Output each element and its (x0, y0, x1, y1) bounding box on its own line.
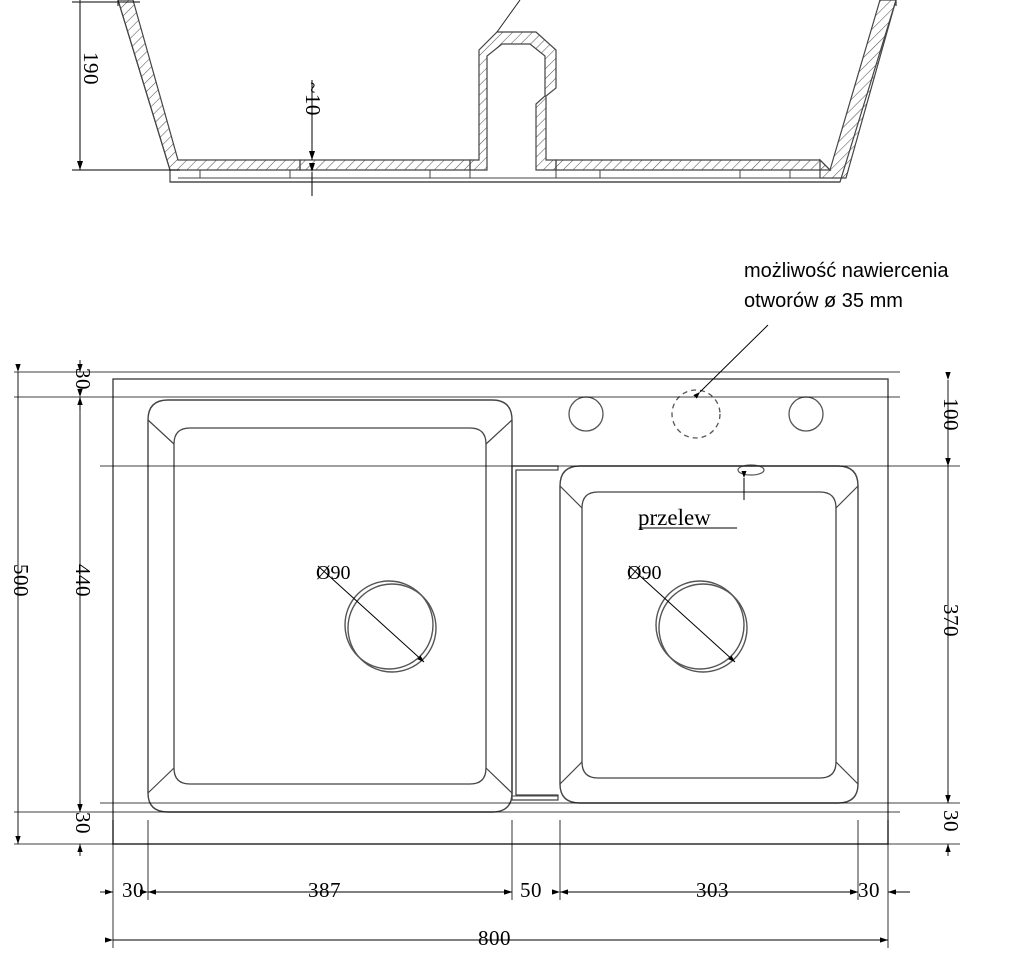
drill-note-line2: otworów ø 35 mm (744, 290, 903, 312)
dim-label-middle-gap: 50 (520, 878, 542, 902)
drill-note-line1: możliwość nawiercenia (744, 260, 949, 282)
dim-label-top-margin: 30 (71, 368, 95, 390)
dim-label-total-width: 800 (478, 926, 511, 950)
dim-label-thickness: ~10 (301, 82, 325, 116)
dim-label-bowl-height: 440 (71, 564, 95, 597)
dim-label-right-bowl-width: 303 (696, 878, 729, 902)
dimensions-left (14, 360, 960, 856)
dim-label-bottom-margin: 30 (71, 812, 95, 834)
dim-label-left-bowl-width: 387 (308, 878, 341, 902)
drain-left-label: Ø90 (316, 562, 351, 584)
section-view (112, 0, 896, 182)
drain-right-label: Ø90 (627, 562, 662, 584)
dim-label-total-height: 500 (9, 564, 33, 597)
dim-label-190: 190 (79, 52, 103, 85)
dim-label-right-edge: 30 (858, 878, 880, 902)
dim-label-left-edge: 30 (122, 878, 144, 902)
overflow-label: przelew (638, 505, 711, 530)
tap-holes (569, 325, 823, 438)
dim-label-right-bottom-margin: 30 (939, 810, 963, 832)
top-view (113, 325, 888, 844)
dim-label-right-offset: 100 (939, 398, 963, 431)
left-bowl (148, 400, 512, 815)
dim-label-right-bowl-height: 370 (939, 604, 963, 637)
center-bridge (512, 466, 558, 800)
